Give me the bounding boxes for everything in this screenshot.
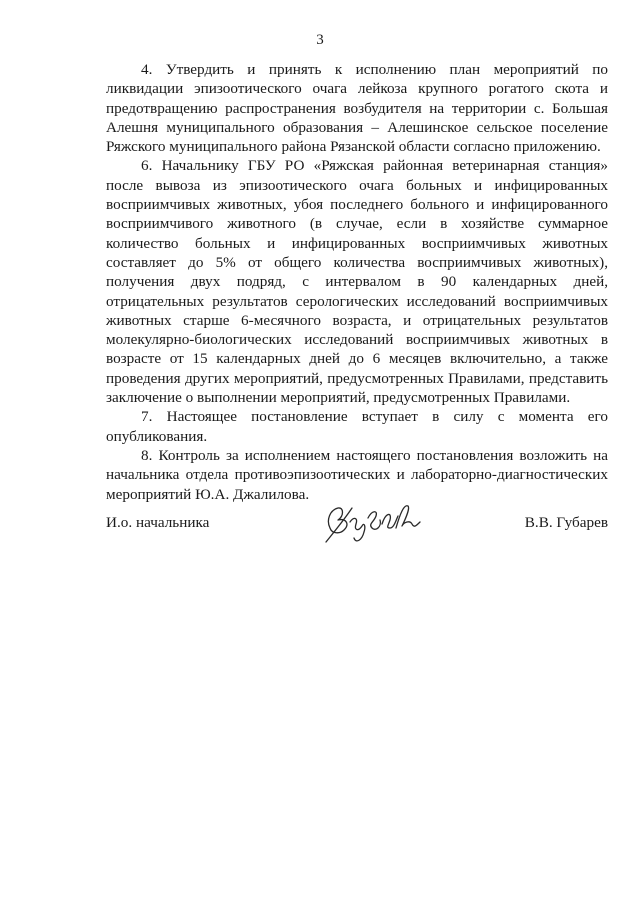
page-number: 3 — [316, 32, 324, 48]
paragraph-item-4: 4. Утвердить и принять к исполнению план мероприятий по ликвидации эпизоотического очага лейкоза крупного рогатого скота и предотвращению распространения возбудителя на территории с. Большая Алешня муниципального образования – Алешинское сельское поселение Ряжского муниципального района Рязанской области согласно приложению. — [106, 61, 608, 156]
document-body — [106, 60, 608, 504]
signatory-title: И.о. начальника — [106, 514, 210, 531]
signature-block — [106, 498, 608, 558]
paragraph-item-6: 6. Начальнику ГБУ РО «Ряжская районная ветеринарная станция» после вывоза из эпизоотического очага больных и инфицированных восприимчивых животных, убоя последнего больного и инфицированного восприимчивого животного (в случае, если в хозяйстве суммарное количество больных и инфицированных восприимчивых животных составляет до 5% от общего количества восприимчивых животных), получения двух подряд, с интервалом в 90 календарных дней, отрицательных результатов серологических исследований восприимчивых животных старше 6-месячного возраста, и отрицательных результатов молекулярно-биологических исследований восприимчивых животных в возрасте от 15 календарных дней до 6 месяцев включительно, а также проведения других мероприятий, предусмотренных Правилами, представить заключение о выполнении мероприятий, предусмотренных Правилами. — [106, 157, 608, 407]
signatory-name: В.В. Губарев — [524, 514, 608, 531]
paragraph-item-8: 8. Контроль за исполнением настоящего постановления возложить на начальника отдела противоэпизоотических и лабораторно-диагностических мероприятий Ю.А. Джалилова. — [106, 446, 608, 503]
paragraph-item-7: 7. Настоящее постановление вступает в силу с момента его опубликования. — [106, 408, 608, 445]
handwritten-signature — [316, 498, 426, 548]
